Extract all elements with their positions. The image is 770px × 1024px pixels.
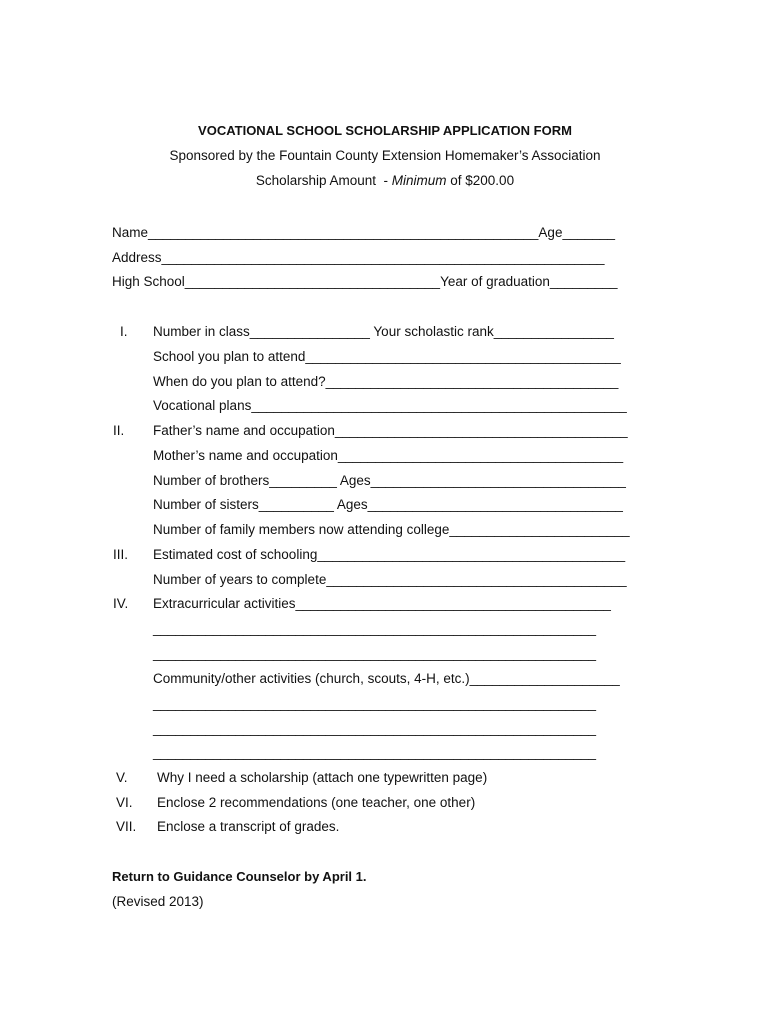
section-numeral-v: V. (116, 770, 128, 785)
brothers-field[interactable]: Number of brothers_________ Ages__________________________________ (153, 473, 626, 488)
return-note: Return to Guidance Counselor by April 1. (112, 869, 367, 884)
section-numeral-vi: VI. (116, 795, 133, 810)
community-blank-1[interactable]: ___________________________________________________________ (153, 696, 596, 711)
mother-occupation-field[interactable]: Mother’s name and occupation______________________________________ (153, 448, 624, 463)
transcript-item: Enclose a transcript of grades. (157, 819, 340, 834)
school-plan-field[interactable]: School you plan to attend__________________________________________ (153, 349, 621, 364)
community-blank-3[interactable]: ___________________________________________________________ (153, 745, 596, 760)
community-blank-2[interactable]: ___________________________________________________________ (153, 721, 596, 736)
section-numeral-iv: IV. (113, 596, 129, 611)
sisters-field[interactable]: Number of sisters__________ Ages__________________________________ (153, 497, 623, 512)
class-rank-field[interactable]: Number in class________________ Your scholastic rank________________ (153, 324, 614, 339)
name-age-field[interactable]: Name____________________________________________________Age_______ (112, 225, 616, 240)
father-occupation-field[interactable]: Father’s name and occupation_______________________________________ (153, 423, 628, 438)
amount-suffix: of $200.00 (446, 173, 515, 188)
section-numeral-vii: VII. (116, 819, 137, 834)
attend-when-field[interactable]: When do you plan to attend?_______________________________________ (153, 374, 619, 389)
scholarship-amount (0, 173, 770, 188)
extracurricular-blank-2[interactable]: ___________________________________________________________ (153, 646, 596, 661)
revised-note: (Revised 2013) (112, 894, 204, 909)
extracurricular-field[interactable]: Extracurricular activities__________________________________________ (153, 596, 611, 611)
years-to-complete-field[interactable]: Number of years to complete________________________________________ (153, 572, 627, 587)
address-field[interactable]: Address___________________________________________________________ (112, 250, 605, 265)
sponsor-line: Sponsored by the Fountain County Extension Homemaker’s Association (169, 148, 601, 163)
amount-minimum: Minimum (391, 173, 447, 188)
community-activities-field[interactable]: Community/other activities (church, scouts, 4-H, etc.)____________________ (153, 671, 620, 686)
vocational-plans-field[interactable]: Vocational plans__________________________________________________ (153, 398, 627, 413)
high-school-field[interactable]: High School__________________________________Year of graduation_________ (112, 274, 618, 289)
family-in-college-field[interactable]: Number of family members now attending college________________________ (153, 522, 630, 537)
form-title: VOCATIONAL SCHOOL SCHOLARSHIP APPLICATION FORM (198, 123, 572, 138)
section-numeral-i: I. (120, 324, 128, 339)
section-numeral-ii: II. (113, 423, 125, 438)
cost-of-schooling-field[interactable]: Estimated cost of schooling_________________________________________ (153, 547, 626, 562)
recommendations-item: Enclose 2 recommendations (one teacher, one other) (157, 795, 476, 810)
scholarship-need-item: Why I need a scholarship (attach one typewritten page) (157, 770, 488, 785)
amount-prefix: Scholarship Amount - (255, 173, 392, 188)
section-numeral-iii: III. (113, 547, 129, 562)
extracurricular-blank-1[interactable]: ___________________________________________________________ (153, 621, 596, 636)
